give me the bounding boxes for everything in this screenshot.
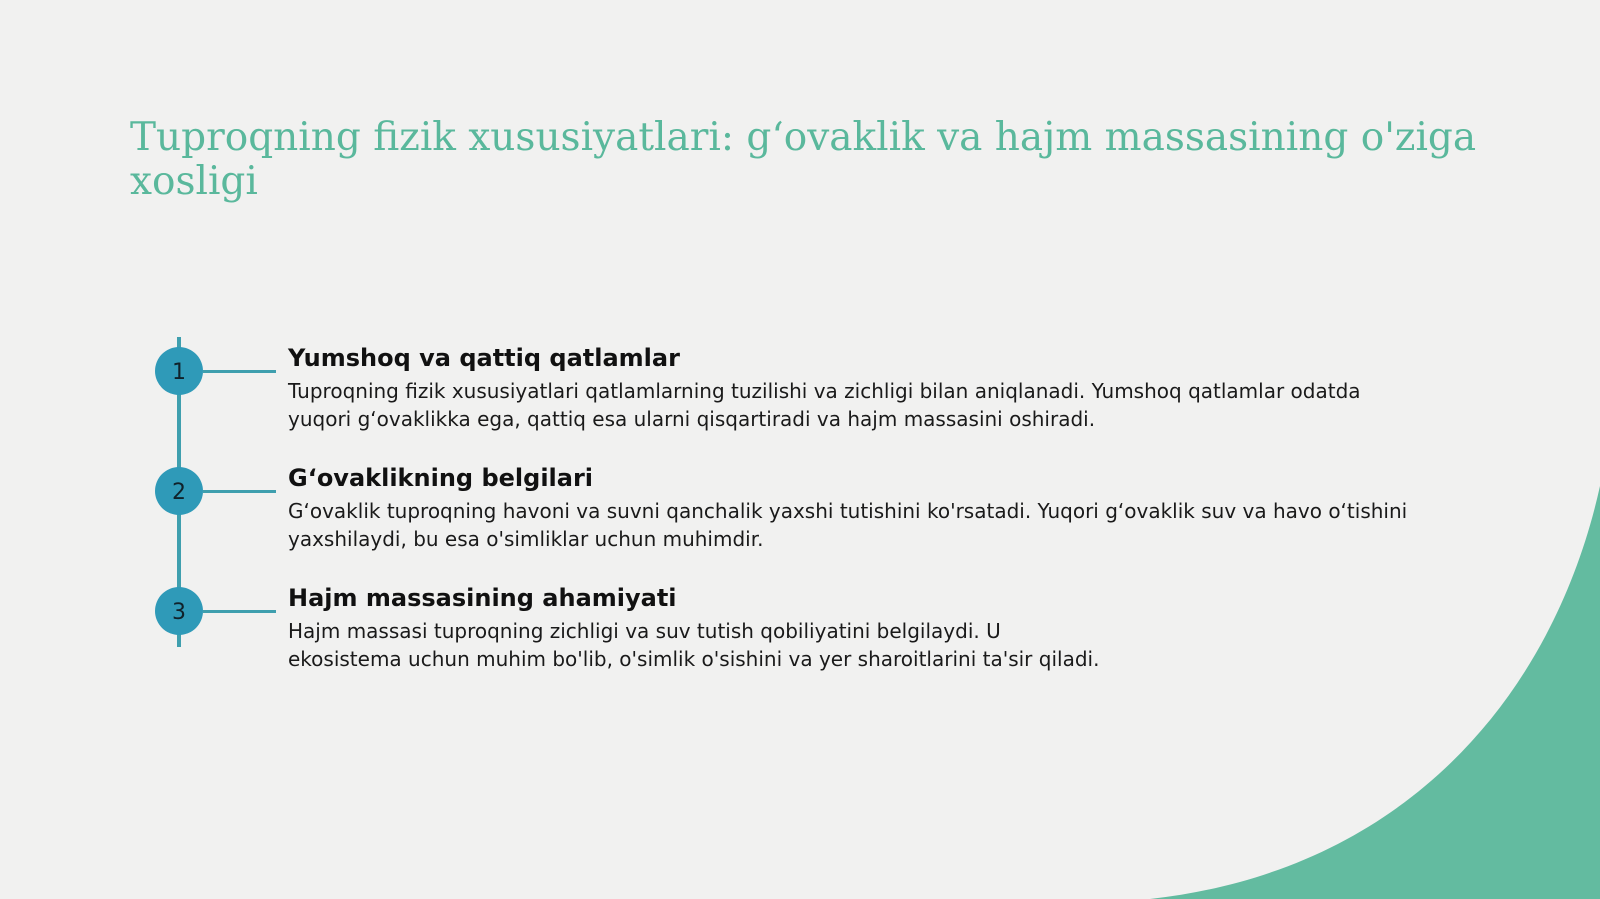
step-description: G‘ovaklik tuproqning havoni va suvni qanchalik yaxshi tutishini ko'rsatadi. Yuqori g‘ovaklik suv va havo o‘tishini yaxshilaydi, bu esa o'simliklar uchun muhimdir. bbox=[288, 499, 1408, 551]
step-number-badge: 2 bbox=[155, 467, 203, 515]
step-connector bbox=[203, 610, 276, 613]
step-number-badge: 1 bbox=[155, 347, 203, 395]
step-connector bbox=[203, 370, 276, 373]
step-heading: Hajm massasining ahamiyati bbox=[288, 584, 677, 612]
step-description: Tuproqning fizik xususiyatlari qatlamlarning tuzilishi va zichligi bilan aniqlanadi. Yumshoq qatlamlar odatda yuqori g‘ovaklikka ega, qattiq esa ularni qisqartiradi va hajm massasini oshiradi. bbox=[288, 379, 1361, 431]
step-heading: Yumshoq va qattiq qatlamlar bbox=[288, 344, 680, 372]
slide-title: Tuproqning fizik xususiyatlari: g‘ovaklik va hajm massasining o'ziga xosligi bbox=[130, 115, 1477, 204]
step-heading: G‘ovaklikning belgilari bbox=[288, 464, 594, 492]
step-description: Hajm massasi tuproqning zichligi va suv tutish qobiliyatini belgilaydi. U ekosistema uchun muhim bo'lib, o'simlik o'sishini va yer sharoitlarini ta'sir qiladi. bbox=[288, 619, 1100, 671]
step-number-badge: 3 bbox=[155, 587, 203, 635]
step-connector bbox=[203, 490, 276, 493]
